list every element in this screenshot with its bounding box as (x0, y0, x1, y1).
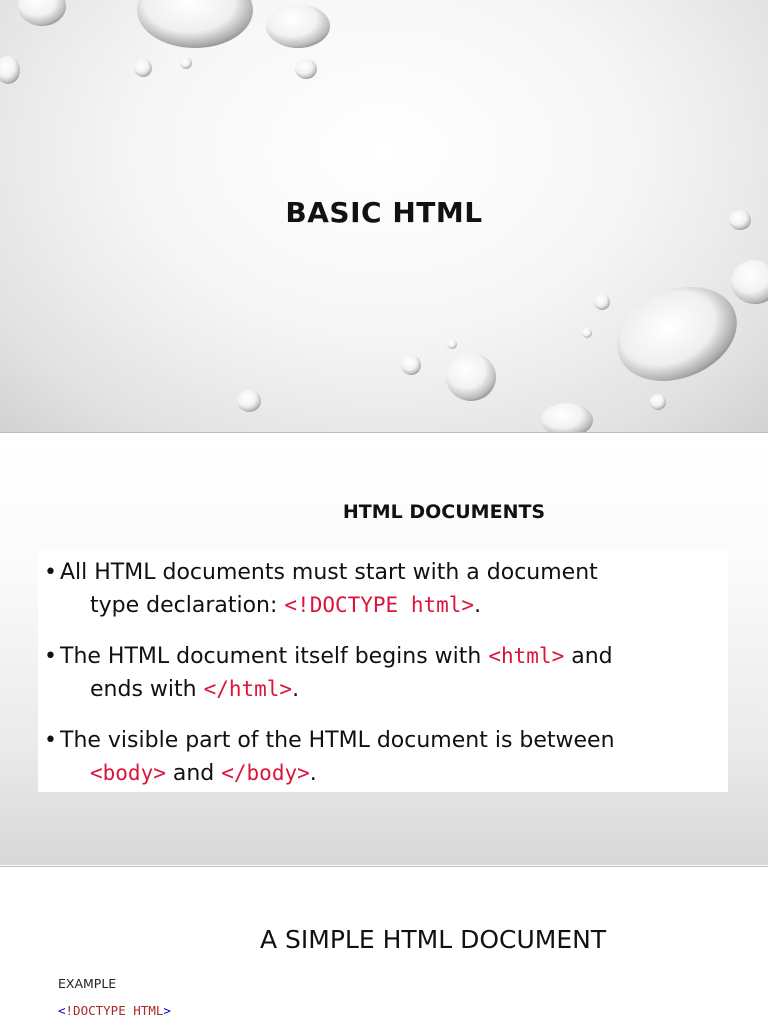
water-droplet-icon (18, 0, 66, 26)
bullet-marker: • (44, 644, 57, 669)
bullet-text: type declaration: (90, 593, 285, 618)
code-snippet: <!DOCTYPE html> (284, 593, 475, 617)
water-droplet-icon (237, 390, 261, 412)
bullet-text: The HTML document itself begins with (60, 644, 489, 669)
water-droplet-icon (137, 0, 253, 48)
water-droplet-icon (650, 394, 666, 410)
water-droplet-icon (603, 270, 751, 398)
bullet-text: . (474, 593, 482, 618)
code-line (58, 1003, 171, 1018)
code-snippet: </body> (221, 761, 310, 785)
water-droplet-icon (582, 328, 592, 338)
bullet-list (38, 550, 728, 792)
water-droplet-icon (0, 56, 20, 84)
list-item (44, 640, 728, 706)
list-item (44, 724, 728, 790)
bullet-marker: • (44, 560, 57, 585)
example-slide (0, 867, 768, 1024)
water-droplet-icon (266, 4, 330, 48)
water-droplet-icon (401, 355, 421, 375)
bullet-text: All HTML documents must start with a document (60, 560, 598, 585)
water-droplet-icon (446, 353, 496, 401)
tag-name: !DOCTYPE HTML (65, 1003, 164, 1018)
bullet-text: and (165, 761, 222, 786)
title-slide (0, 0, 768, 432)
bullet-text: The visible part of the HTML document is between (60, 728, 615, 753)
bullet-text: . (309, 761, 317, 786)
water-droplet-icon (295, 59, 317, 79)
content-slide (0, 433, 768, 865)
tag-open-bracket: < (58, 1003, 66, 1018)
code-snippet: </html> (203, 677, 293, 701)
water-droplet-icon (731, 260, 768, 304)
water-droplet-icon (447, 339, 457, 349)
code-snippet: <body> (90, 761, 166, 785)
water-droplet-icon (134, 59, 152, 77)
code-snippet: <html> (488, 644, 565, 668)
bullet-marker: • (44, 728, 57, 753)
water-droplet-icon (180, 57, 192, 69)
bullet-text: ends with (90, 677, 204, 702)
bullet-text: . (292, 677, 300, 702)
list-item (44, 556, 728, 622)
slide-title: BASIC HTML (285, 196, 483, 229)
water-droplet-icon (594, 294, 610, 310)
water-droplet-icon (541, 403, 593, 432)
example-label: EXAMPLE (58, 976, 117, 991)
bullet-text: and (564, 644, 613, 669)
slide-title: HTML DOCUMENTS (342, 501, 546, 523)
tag-close-bracket: > (163, 1003, 171, 1018)
slide-title: A SIMPLE HTML DOCUMENT (260, 925, 607, 954)
